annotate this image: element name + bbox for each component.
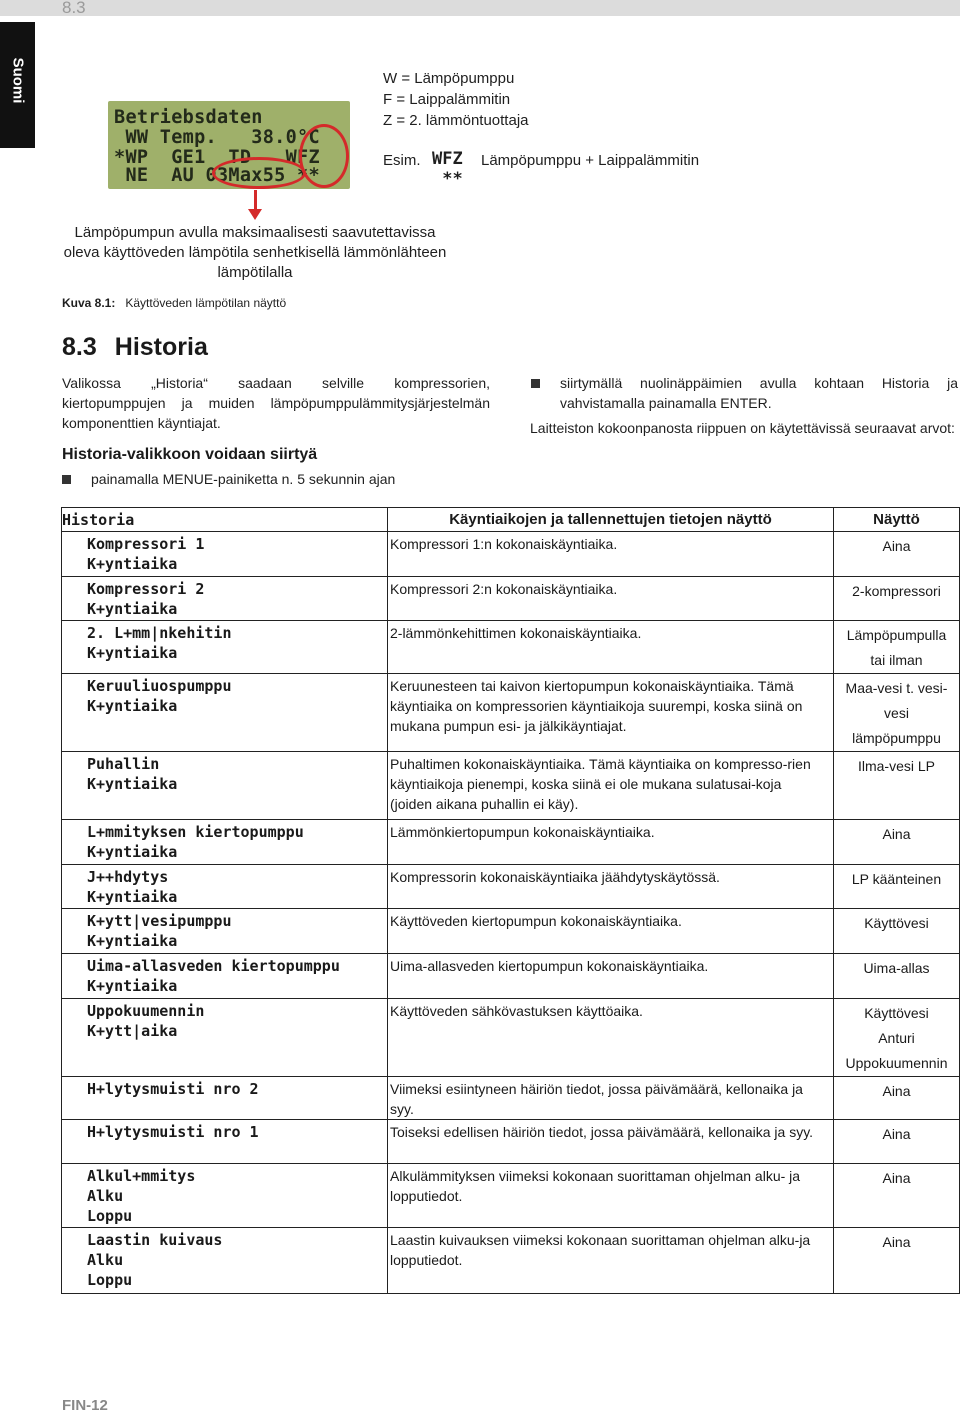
figure-caption	[62, 296, 286, 310]
bullet-menue: painamalla MENUE-painiketta n. 5 sekunnin ajan	[91, 469, 491, 489]
lcd-line-4: NE AU 03Max55 **	[114, 165, 320, 186]
history-display-cell: Käyttövesi Anturi Uppokuumennin	[834, 999, 960, 1077]
legend-w: W = Lämpöpumppu	[383, 70, 515, 87]
table-row	[62, 1164, 960, 1228]
history-display-cell: Aina	[834, 1077, 960, 1120]
table-row	[62, 1228, 960, 1294]
table-row	[62, 954, 960, 999]
history-description-cell: Kompressori 1:n kokonaiskäyntiaika.	[388, 532, 834, 577]
lcd-line-1: Betriebsdaten	[114, 107, 263, 128]
history-description-cell: Lämmönkiertopumpun kokonaiskäyntiaika.	[388, 820, 834, 865]
page-header-bar	[0, 0, 960, 16]
table-row	[62, 752, 960, 820]
history-display-cell: Ilma-vesi LP	[834, 752, 960, 820]
history-lcd-cell: H+lytysmuisti nro 2	[62, 1077, 388, 1120]
history-table	[61, 507, 960, 1294]
history-description-cell: Alkulämmityksen viimeksi kokonaan suorittaman ohjelman alku- ja lopputiedot.	[388, 1164, 834, 1228]
lcd-line-2: WW Temp. 38.0°C	[114, 127, 320, 148]
history-display-cell: Käyttövesi	[834, 909, 960, 954]
table-header-display: Näyttö	[834, 508, 960, 532]
history-description-cell: Toiseksi edellisen häiriön tiedot, jossa päivämäärä, kellonaika ja syy.	[388, 1120, 834, 1164]
table-row	[62, 1120, 960, 1164]
example-description: Lämpöpumppu + Laippalämmitin	[481, 152, 700, 169]
history-lcd-cell: Uima-allasveden kiertopumppu K+yntiaika	[62, 954, 388, 999]
history-display-cell: 2-kompressori	[834, 577, 960, 621]
legend-z: Z = 2. lämmöntuottaja	[383, 112, 529, 129]
history-lcd-cell: Kompressori 2 K+yntiaika	[62, 577, 388, 621]
bullet-arrow-keys: siirtymällä nuolinäppäimien avulla kohtaan Historia ja vahvistamalla painamalla ENTER.	[560, 375, 958, 411]
figure-caption-label: Kuva 8.1:	[62, 296, 116, 310]
history-description-cell: Käyttöveden kiertopumpun kokonaiskäyntiaika.	[388, 909, 834, 954]
history-lcd-cell: 2. L+mm|nkehitin K+yntiaika	[62, 621, 388, 674]
arrow-caption: Lämpöpumpun avulla maksimaalisesti saavutettavissa oleva käyttöveden lämpötila senhetkisellä lämmönlähteen lämpötilalla	[63, 224, 447, 281]
table-row	[62, 1077, 960, 1120]
history-description-cell: Keruunesteen tai kaivon kiertopumpun kokonaiskäyntiaika. Tämä käyntiaika on kompressorien käyntiaikoja suurempi, koska siinä on mukana pumpun esi- ja jälkikäyntiajat.	[388, 674, 834, 752]
legend-f: F = Laippalämmitin	[383, 91, 511, 108]
history-description-cell: Käyttöveden sähkövastuksen käyttöaika.	[388, 999, 834, 1077]
history-display-cell: LP käänteinen	[834, 865, 960, 909]
page-footer: FIN-12	[62, 1397, 108, 1414]
highlight-ring-max	[212, 157, 306, 189]
figure-caption-text: Käyttöveden lämpötilan näyttö	[125, 296, 287, 310]
example-label: Esim.	[383, 152, 421, 169]
history-lcd-cell: Puhallin K+yntiaika	[62, 752, 388, 820]
history-lcd-cell: L+mmityksen kiertopumppu K+yntiaika	[62, 820, 388, 865]
history-description-cell: Kompressorin kokonaiskäyntiaika jäähdytyskäytössä.	[388, 865, 834, 909]
language-side-tab-label: Suomi	[9, 57, 27, 104]
example-code: WFZ **	[432, 149, 463, 189]
section-title	[62, 333, 208, 362]
history-display-cell: Uima-allas	[834, 954, 960, 999]
section-intro: Valikossa „Historia“ saadaan selville kompressorien, kiertopumppujen ja muiden lämpöpumppulämmitysjärjestelmän komponenttien käyntiajat.	[62, 375, 490, 431]
section-number: 8.3	[62, 333, 97, 361]
section-heading: Historia	[114, 333, 208, 361]
history-display-cell: Maa-vesi t. vesi- vesi lämpöpumppu	[834, 674, 960, 752]
section-note: Laitteiston kokoonpanosta riippuen on käytettävissä seuraavat arvot:	[530, 420, 955, 436]
history-display-cell: Aina	[834, 1228, 960, 1294]
history-display-cell: Aina	[834, 532, 960, 577]
history-lcd-cell: Kompressori 1 K+yntiaika	[62, 532, 388, 577]
language-side-tab	[0, 22, 35, 148]
history-lcd-cell: Alkul+mmitys Alku Loppu	[62, 1164, 388, 1228]
highlight-ring-right	[299, 124, 349, 188]
history-display-cell: Aina	[834, 1120, 960, 1164]
table-header-historia: Historia	[62, 508, 388, 532]
section-subheading: Historia-valikkoon voidaan siirtyä	[62, 446, 318, 463]
table-row	[62, 577, 960, 621]
history-description-cell: Kompressori 2:n kokonaiskäyntiaika.	[388, 577, 834, 621]
history-display-cell: Aina	[834, 1164, 960, 1228]
table-row	[62, 820, 960, 865]
history-display-cell: Aina	[834, 820, 960, 865]
history-lcd-cell: H+lytysmuisti nro 1	[62, 1120, 388, 1164]
table-row	[62, 532, 960, 577]
history-description-cell: Puhaltimen kokonaiskäyntiaika. Tämä käyntiaika on kompresso-rien käyntiaikoja pienempi, koska siinä ei ole mukana sulatusai-koja (joiden aikana puhallin ei käy).	[388, 752, 834, 820]
table-row	[62, 621, 960, 674]
table-header-row	[62, 508, 960, 532]
history-description-cell: 2-lämmönkehittimen kokonaiskäyntiaika.	[388, 621, 834, 674]
table-row	[62, 999, 960, 1077]
table-row	[62, 909, 960, 954]
history-lcd-cell: K+ytt|vesipumppu K+yntiaika	[62, 909, 388, 954]
header-section-number: 8.3	[62, 0, 86, 17]
history-lcd-cell: Uppokuumennin K+ytt|aika	[62, 999, 388, 1077]
lcd-line-3: *WP GE1 TD WFZ	[114, 147, 320, 168]
history-lcd-cell: Keruuliuospumppu K+yntiaika	[62, 674, 388, 752]
history-description-cell: Laastin kuivauksen viimeksi kokonaan suorittaman ohjelman alku-ja lopputiedot.	[388, 1228, 834, 1294]
table-row	[62, 674, 960, 752]
history-description-cell: Uima-allasveden kiertopumpun kokonaiskäyntiaika.	[388, 954, 834, 999]
table-row	[62, 865, 960, 909]
history-display-cell: Lämpöpumpulla tai ilman	[834, 621, 960, 674]
table-header-description: Käyntiaikojen ja tallennettujen tietojen näyttö	[388, 508, 834, 532]
history-description-cell: Viimeksi esiintyneen häiriön tiedot, jossa päivämäärä, kellonaika ja syy.	[388, 1077, 834, 1120]
history-lcd-cell: Laastin kuivaus Alku Loppu	[62, 1228, 388, 1294]
history-lcd-cell: J++hdytys K+yntiaika	[62, 865, 388, 909]
annotation-arrow-head	[248, 209, 262, 220]
